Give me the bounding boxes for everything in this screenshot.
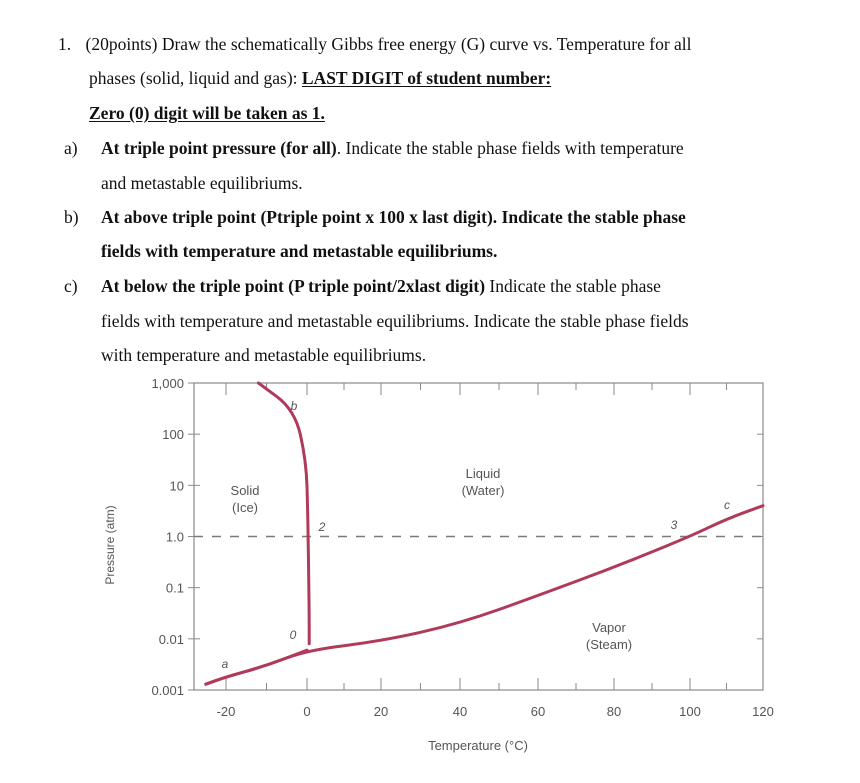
part-c-line3: with temperature and metastable equilibriums. — [101, 345, 427, 365]
x-tick-label: 100 — [679, 704, 701, 719]
part-a-marker: a) — [64, 138, 78, 158]
x-tick-label: 20 — [373, 704, 389, 719]
point-label-2: 2 — [318, 520, 326, 534]
part-c-marker: c) — [64, 276, 78, 296]
curve-solid-liquid — [258, 383, 309, 644]
region-label-solid-line1: Solid — [230, 483, 260, 498]
point-label-a: a — [221, 657, 229, 671]
region-label-vapor-line1: Vapor — [592, 620, 626, 635]
region-label-liquid-line1: Liquid — [465, 466, 501, 481]
y-tick-label: 0.001 — [151, 683, 184, 698]
question-intro-plain: phases (solid, liquid and gas): — [89, 68, 302, 88]
part-a-bold: At triple point pressure (for all) — [101, 138, 337, 158]
point-label-b: b — [290, 399, 298, 413]
point-label-c: c — [724, 498, 730, 512]
plot-frame — [194, 383, 763, 690]
part-b-line1: At above triple point (Ptriple point x 100 x last digit). Indicate the stable phase — [101, 207, 686, 227]
y-tick-label: 100 — [162, 427, 184, 443]
y-axis-title: Pressure (atm) — [103, 505, 117, 585]
part-c-bold: At below the triple point (P triple point/2xlast digit) — [101, 276, 486, 296]
x-tick-label: 0 — [303, 704, 311, 719]
region-label-liquid-line2: (Water) — [461, 483, 505, 498]
part-c-line2: fields with temperature and metastable equilibriums. Indicate the stable phase fields — [101, 311, 689, 331]
point-label-0: 0 — [289, 628, 297, 642]
y-tick-label: 1.0 — [165, 529, 184, 545]
region-label-vapor-line2: (Steam) — [585, 637, 633, 652]
x-tick-label: 80 — [606, 704, 622, 719]
part-b-marker: b) — [64, 207, 79, 227]
region-label-solid-line2: (Ice) — [232, 500, 258, 515]
question-intro-emphasis: LAST DIGIT of student number: — [301, 68, 552, 88]
y-tick-label: 0.1 — [165, 580, 184, 596]
point-label-3: 3 — [670, 518, 678, 532]
x-tick-label: 60 — [530, 704, 546, 719]
x-tick-label: 40 — [452, 704, 468, 719]
part-a-plain: . Indicate the stable phase fields with temperature — [336, 138, 684, 158]
x-tick-label: -20 — [216, 704, 236, 719]
x-tick-label: 120 — [752, 704, 774, 719]
y-tick-label: 1,000 — [151, 376, 184, 391]
y-tick-label: 10 — [169, 478, 184, 494]
part-a-line2: and metastable equilibriums. — [101, 173, 303, 193]
x-axis-title: Temperature (°C) — [428, 738, 528, 753]
question-intro-line3: Zero (0) digit will be taken as 1. — [89, 103, 325, 123]
part-b-line2: fields with temperature and metastable equilibriums. — [101, 241, 498, 261]
question-number: 1. — [58, 34, 72, 54]
question-intro-line1: (20points) Draw the schematically Gibbs free energy (G) curve vs. Temperature for all — [85, 34, 692, 54]
part-c-plain: Indicate the stable phase — [485, 276, 661, 296]
y-tick-label: 0.01 — [158, 631, 184, 647]
